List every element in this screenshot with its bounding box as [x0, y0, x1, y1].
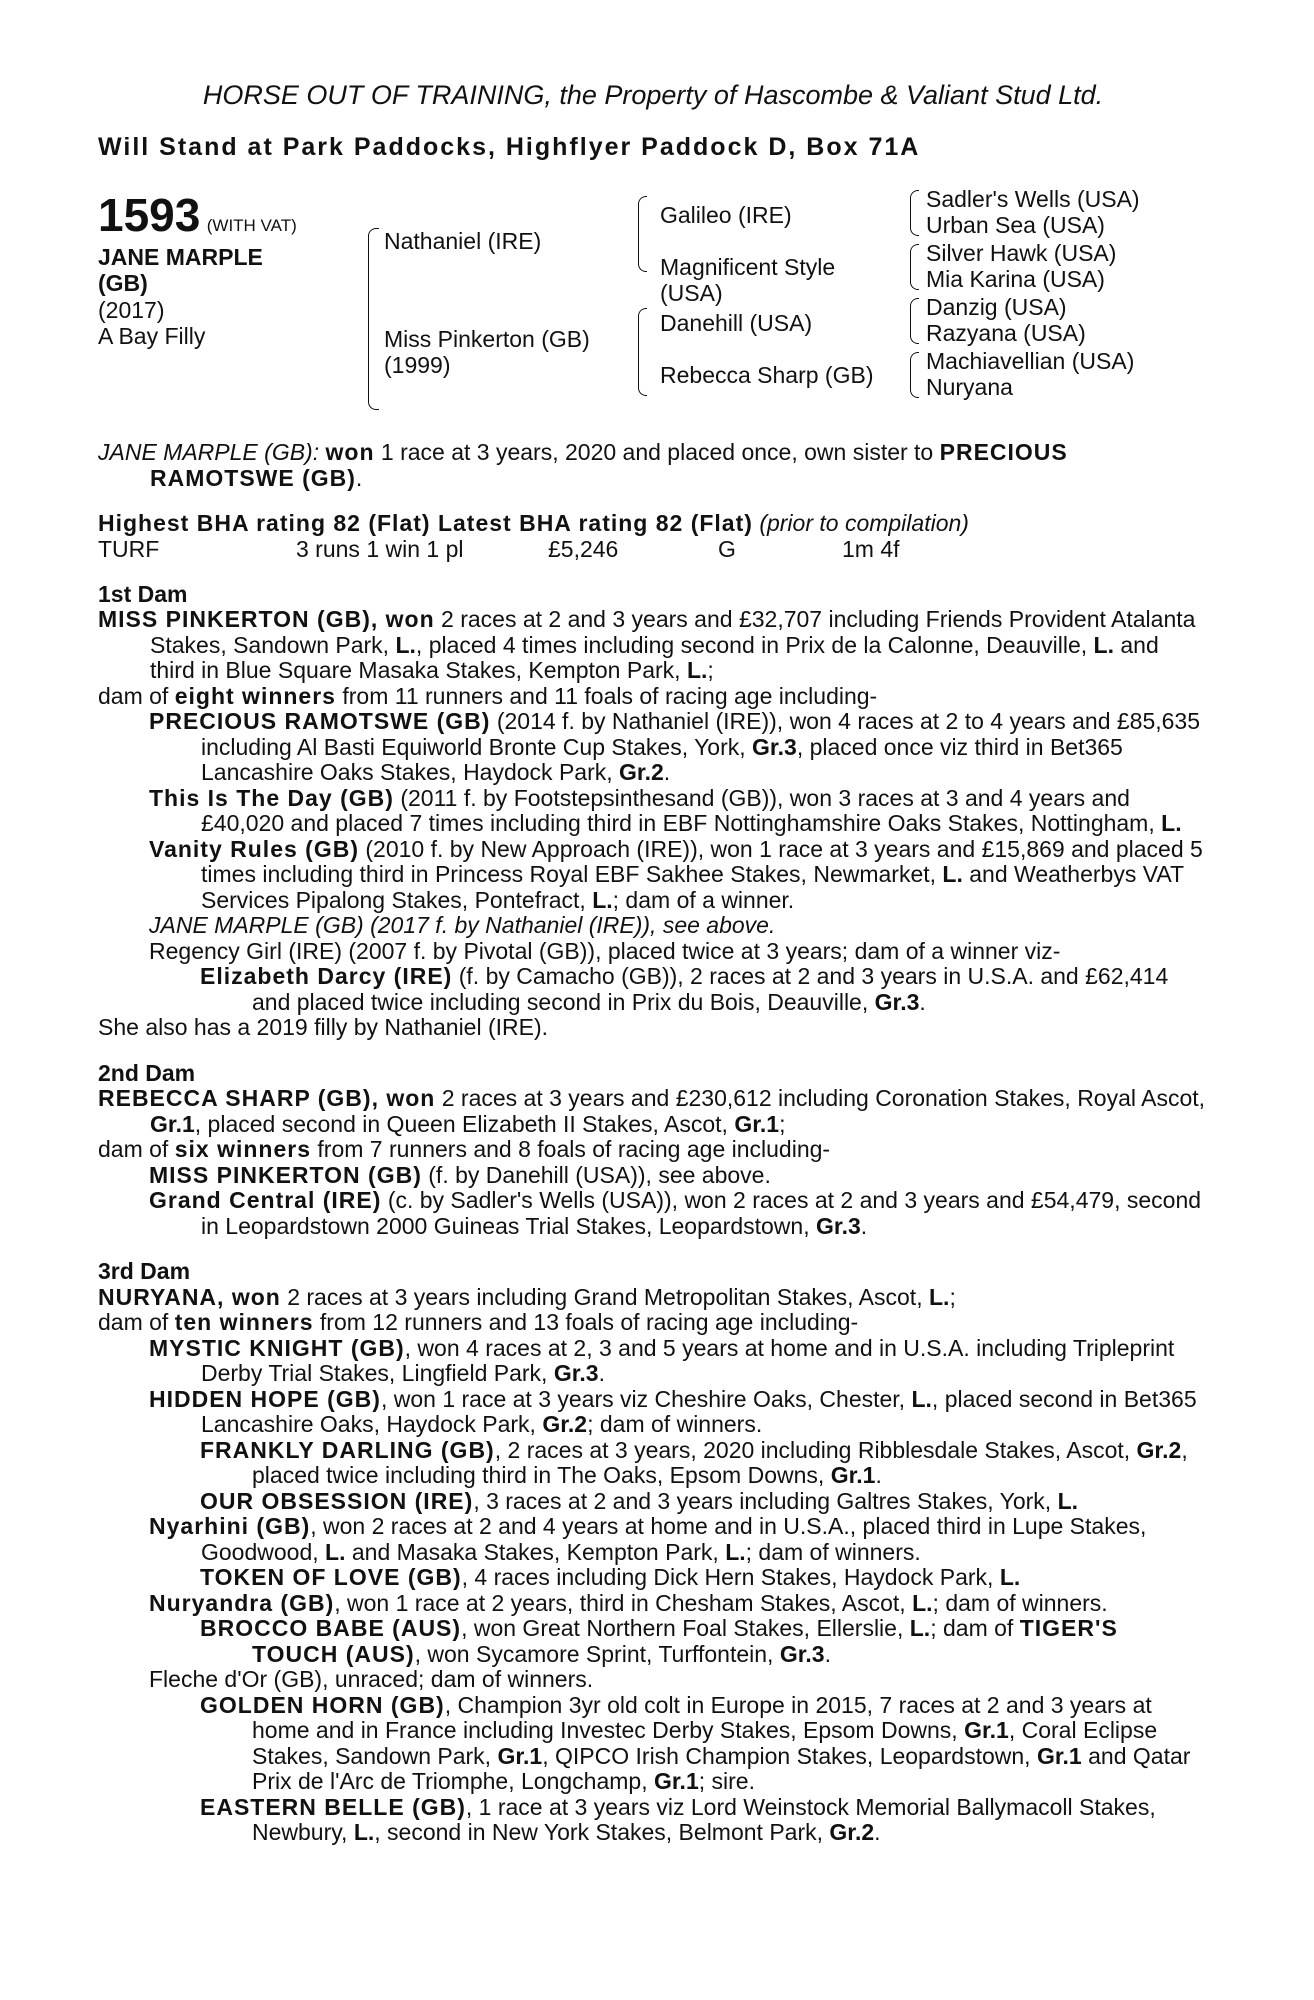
- horse-country: (GB): [98, 270, 148, 296]
- first-dam-record: MISS PINKERTON (GB), won 2 races at 2 and 3 years and £32,707 including Friends Provident Atalanta Stakes, Sandown Park, L., placed 4 times including second in Prix de la Calonne, Deauville, L. and third in Blue Square Masaka Stakes, Kempton Park, L.;: [98, 606, 1196, 683]
- gen3-brace-3: [910, 298, 919, 344]
- pedigree-sire-sire: Galileo (IRE): [660, 202, 792, 228]
- first-dam-foal-note: She also has a 2019 filly by Nathaniel (IRE).: [98, 1014, 549, 1040]
- foal-year: (2017): [98, 297, 165, 323]
- turf-record: TURF 3 runs 1 win 1 pl £5,246 G 1m 4f: [98, 535, 900, 562]
- produce-token-of-love: TOKEN OF LOVE (GB), 4 races including Dick Hern Stakes, Haydock Park, L.: [200, 1564, 1021, 1590]
- second-dam-produce: dam of six winners from 7 runners and 8 foals of racing age including-: [98, 1136, 831, 1162]
- dam-line-brace: [638, 308, 647, 396]
- catalogue-page: [98, 80, 1208, 1846]
- produce-eastern-belle: EASTERN BELLE (GB), 1 race at 3 years viz Lord Weinstock Memorial Ballymacoll Stakes, Newbury, L., second in New York Stakes, Belmont Park, Gr.2.: [200, 1793, 1156, 1845]
- produce-mystic-knight: MYSTIC KNIGHT (GB), won 4 races at 2, 3 and 5 years at home and in U.S.A. including Tripleprint Derby Trial Stakes, Lingfield Park, Gr.3.: [149, 1334, 1175, 1386]
- sire-line-brace: [638, 196, 647, 272]
- pedigree-dam-sire: Danehill (USA): [660, 310, 813, 336]
- produce-grand-central: Grand Central (IRE) (c. by Sadler's Wells (USA)), won 2 races at 2 and 3 years and £54,479, second in Leopardstown 2000 Guineas Trial Stakes, Leopardstown, Gr.3.: [149, 1187, 1202, 1239]
- produce-fleche-dor: Fleche d'Or (GB), unraced; dam of winners.: [149, 1666, 594, 1692]
- pedigree-dss: Danzig (USA): [926, 294, 1067, 320]
- race-summary: JANE MARPLE (GB): won 1 race at 3 years, 2020 and placed once, own sister to PRECIOUS RAMOTSWE (GB).: [98, 439, 1068, 491]
- lot-number: 1593: [98, 189, 201, 241]
- produce-frankly-darling: FRANKLY DARLING (GB), 2 races at 3 years, 2020 including Ribblesdale Stakes, Ascot, Gr.2, placed twice including third in The Oaks, Epsom Downs, Gr.1.: [200, 1436, 1188, 1488]
- pedigree-sire-dam: Magnificent Style: [660, 254, 836, 280]
- pedigree-block: [98, 186, 1208, 426]
- pedigree-sdd: Mia Karina (USA): [926, 266, 1105, 292]
- pedigree-sire: Nathaniel (IRE): [384, 228, 542, 254]
- sire-dam-brace: [368, 228, 379, 410]
- second-dam-record: REBECCA SHARP (GB), won 2 races at 3 years and £230,612 including Coronation Stakes, Royal Ascot, Gr.1, placed second in Queen Elizabeth II Stakes, Ascot, Gr.1;: [98, 1085, 1206, 1137]
- pedigree-dds: Machiavellian (USA): [926, 348, 1135, 374]
- produce-jane-marple: JANE MARPLE (GB) (2017 f. by Nathaniel (IRE)), see above.: [149, 912, 776, 938]
- catalogue-text: [98, 440, 1208, 1846]
- second-dam-heading: 2nd Dam: [98, 1059, 196, 1086]
- pedigree-dam: Miss Pinkerton (GB): [384, 326, 590, 352]
- pedigree-sss: Sadler's Wells (USA): [926, 186, 1140, 212]
- bha-rating: Highest BHA rating 82 (Flat) Latest BHA rating 82 (Flat) (prior to compilation): [98, 510, 969, 536]
- produce-golden-horn: GOLDEN HORN (GB), Champion 3yr old colt in Europe in 2015, 7 races at 2 and 3 years at home and in France including Investec Derby Stakes, Epsom Downs, Gr.1, Coral Eclipse Stakes, Sandown Park, Gr.1, QIPCO Irish Champion Stakes, Leopardstown, Gr.1 and Qatar Prix de l'Arc de Triomphe, Longchamp, Gr.1; sire.: [200, 1691, 1191, 1794]
- first-dam-heading: 1st Dam: [98, 580, 188, 607]
- horse-description: A Bay Filly: [98, 323, 206, 349]
- pedigree-sds: Silver Hawk (USA): [926, 240, 1117, 266]
- third-dam-heading: 3rd Dam: [98, 1258, 191, 1284]
- pedigree-dam-year: (1999): [384, 352, 451, 378]
- stand-location: Will Stand at Park Paddocks, Highflyer Paddock D, Box 71A: [98, 133, 921, 161]
- horse-name: JANE MARPLE: [98, 244, 263, 270]
- produce-this-is-the-day: This Is The Day (GB) (2011 f. by Footstepsinthesand (GB)), won 3 races at 3 and 4 years and £40,020 and placed 7 times including third in EBF Nottinghamshire Oaks Stakes, Nottingham, L.: [149, 784, 1182, 836]
- pedigree-ssd: Urban Sea (USA): [926, 212, 1105, 238]
- produce-miss-pinkerton: MISS PINKERTON (GB) (f. by Danehill (USA)), see above.: [149, 1161, 771, 1188]
- produce-regency-girl: Regency Girl (IRE) (2007 f. by Pivotal (GB)), placed twice at 3 years; dam of a winner viz-: [149, 937, 1061, 964]
- produce-nuryandra: Nuryandra (GB), won 1 race at 2 years, third in Chesham Stakes, Ascot, L.; dam of winners.: [149, 1589, 1108, 1616]
- pedigree-ddd: Nuryana: [926, 374, 1013, 400]
- pedigree-sire-dam-country: (USA): [660, 280, 723, 306]
- produce-hidden-hope: HIDDEN HOPE (GB), won 1 race at 3 years viz Cheshire Oaks, Chester, L., placed second in Bet365 Lancashire Oaks, Haydock Park, Gr.2; dam of winners.: [149, 1385, 1197, 1437]
- pedigree-dam-dam: Rebecca Sharp (GB): [660, 362, 874, 388]
- third-dam-produce: dam of ten winners from 12 runners and 13 foals of racing age including-: [98, 1309, 859, 1335]
- produce-nyarhini: Nyarhini (GB), won 2 races at 2 and 4 years at home and in U.S.A., placed third in Lupe Stakes, Goodwood, L. and Masaka Stakes, Kempton Park, L.; dam of winners.: [149, 1513, 1147, 1565]
- third-dam-record: NURYANA, won 2 races at 3 years including Grand Metropolitan Stakes, Ascot, L.;: [98, 1283, 956, 1310]
- produce-our-obsession: OUR OBSESSION (IRE), 3 races at 2 and 3 years including Galtres Stakes, York, L.: [200, 1487, 1079, 1514]
- gen3-brace-4: [910, 352, 919, 398]
- gen3-brace-2: [910, 244, 919, 290]
- produce-vanity-rules: Vanity Rules (GB) (2010 f. by New Approach (IRE)), won 1 race at 3 years and £15,869 and placed 5 times including third in Princess Royal EBF Sakhee Stakes, Newmarket, L. and Weatherbys VAT Services Pipalong Stakes, Pontefract, L.; dam of a winner.: [149, 835, 1203, 913]
- lot-heading: [98, 189, 297, 241]
- pedigree-dsd: Razyana (USA): [926, 320, 1086, 346]
- page-title: HORSE OUT OF TRAINING, the Property of Hascombe & Valiant Stud Ltd.: [202, 80, 1104, 110]
- vat-note: (WITH VAT): [206, 216, 297, 235]
- produce-brocco-babe: BROCCO BABE (AUS), won Great Northern Foal Stakes, Ellerslie, L.; dam of TIGER'S TOUCH (AUS), won Sycamore Sprint, Turffontein, Gr.3.: [200, 1615, 1118, 1667]
- produce-elizabeth-darcy: Elizabeth Darcy (IRE) (f. by Camacho (GB)), 2 races at 2 and 3 years in U.S.A. and £62,414 and placed twice including second in Prix du Bois, Deauville, Gr.3.: [200, 963, 1169, 1015]
- first-dam-produce: dam of eight winners from 11 runners and 11 foals of racing age including-: [98, 682, 878, 709]
- produce-precious-ramotswe: PRECIOUS RAMOTSWE (GB) (2014 f. by Nathaniel (IRE)), won 4 races at 2 to 4 years and £85,635 including Al Basti Equiworld Bronte Cup Stakes, York, Gr.3, placed once viz third in Bet365 Lancashire Oaks Stakes, Haydock Park, Gr.2.: [149, 708, 1201, 785]
- gen3-brace-1: [910, 190, 919, 236]
